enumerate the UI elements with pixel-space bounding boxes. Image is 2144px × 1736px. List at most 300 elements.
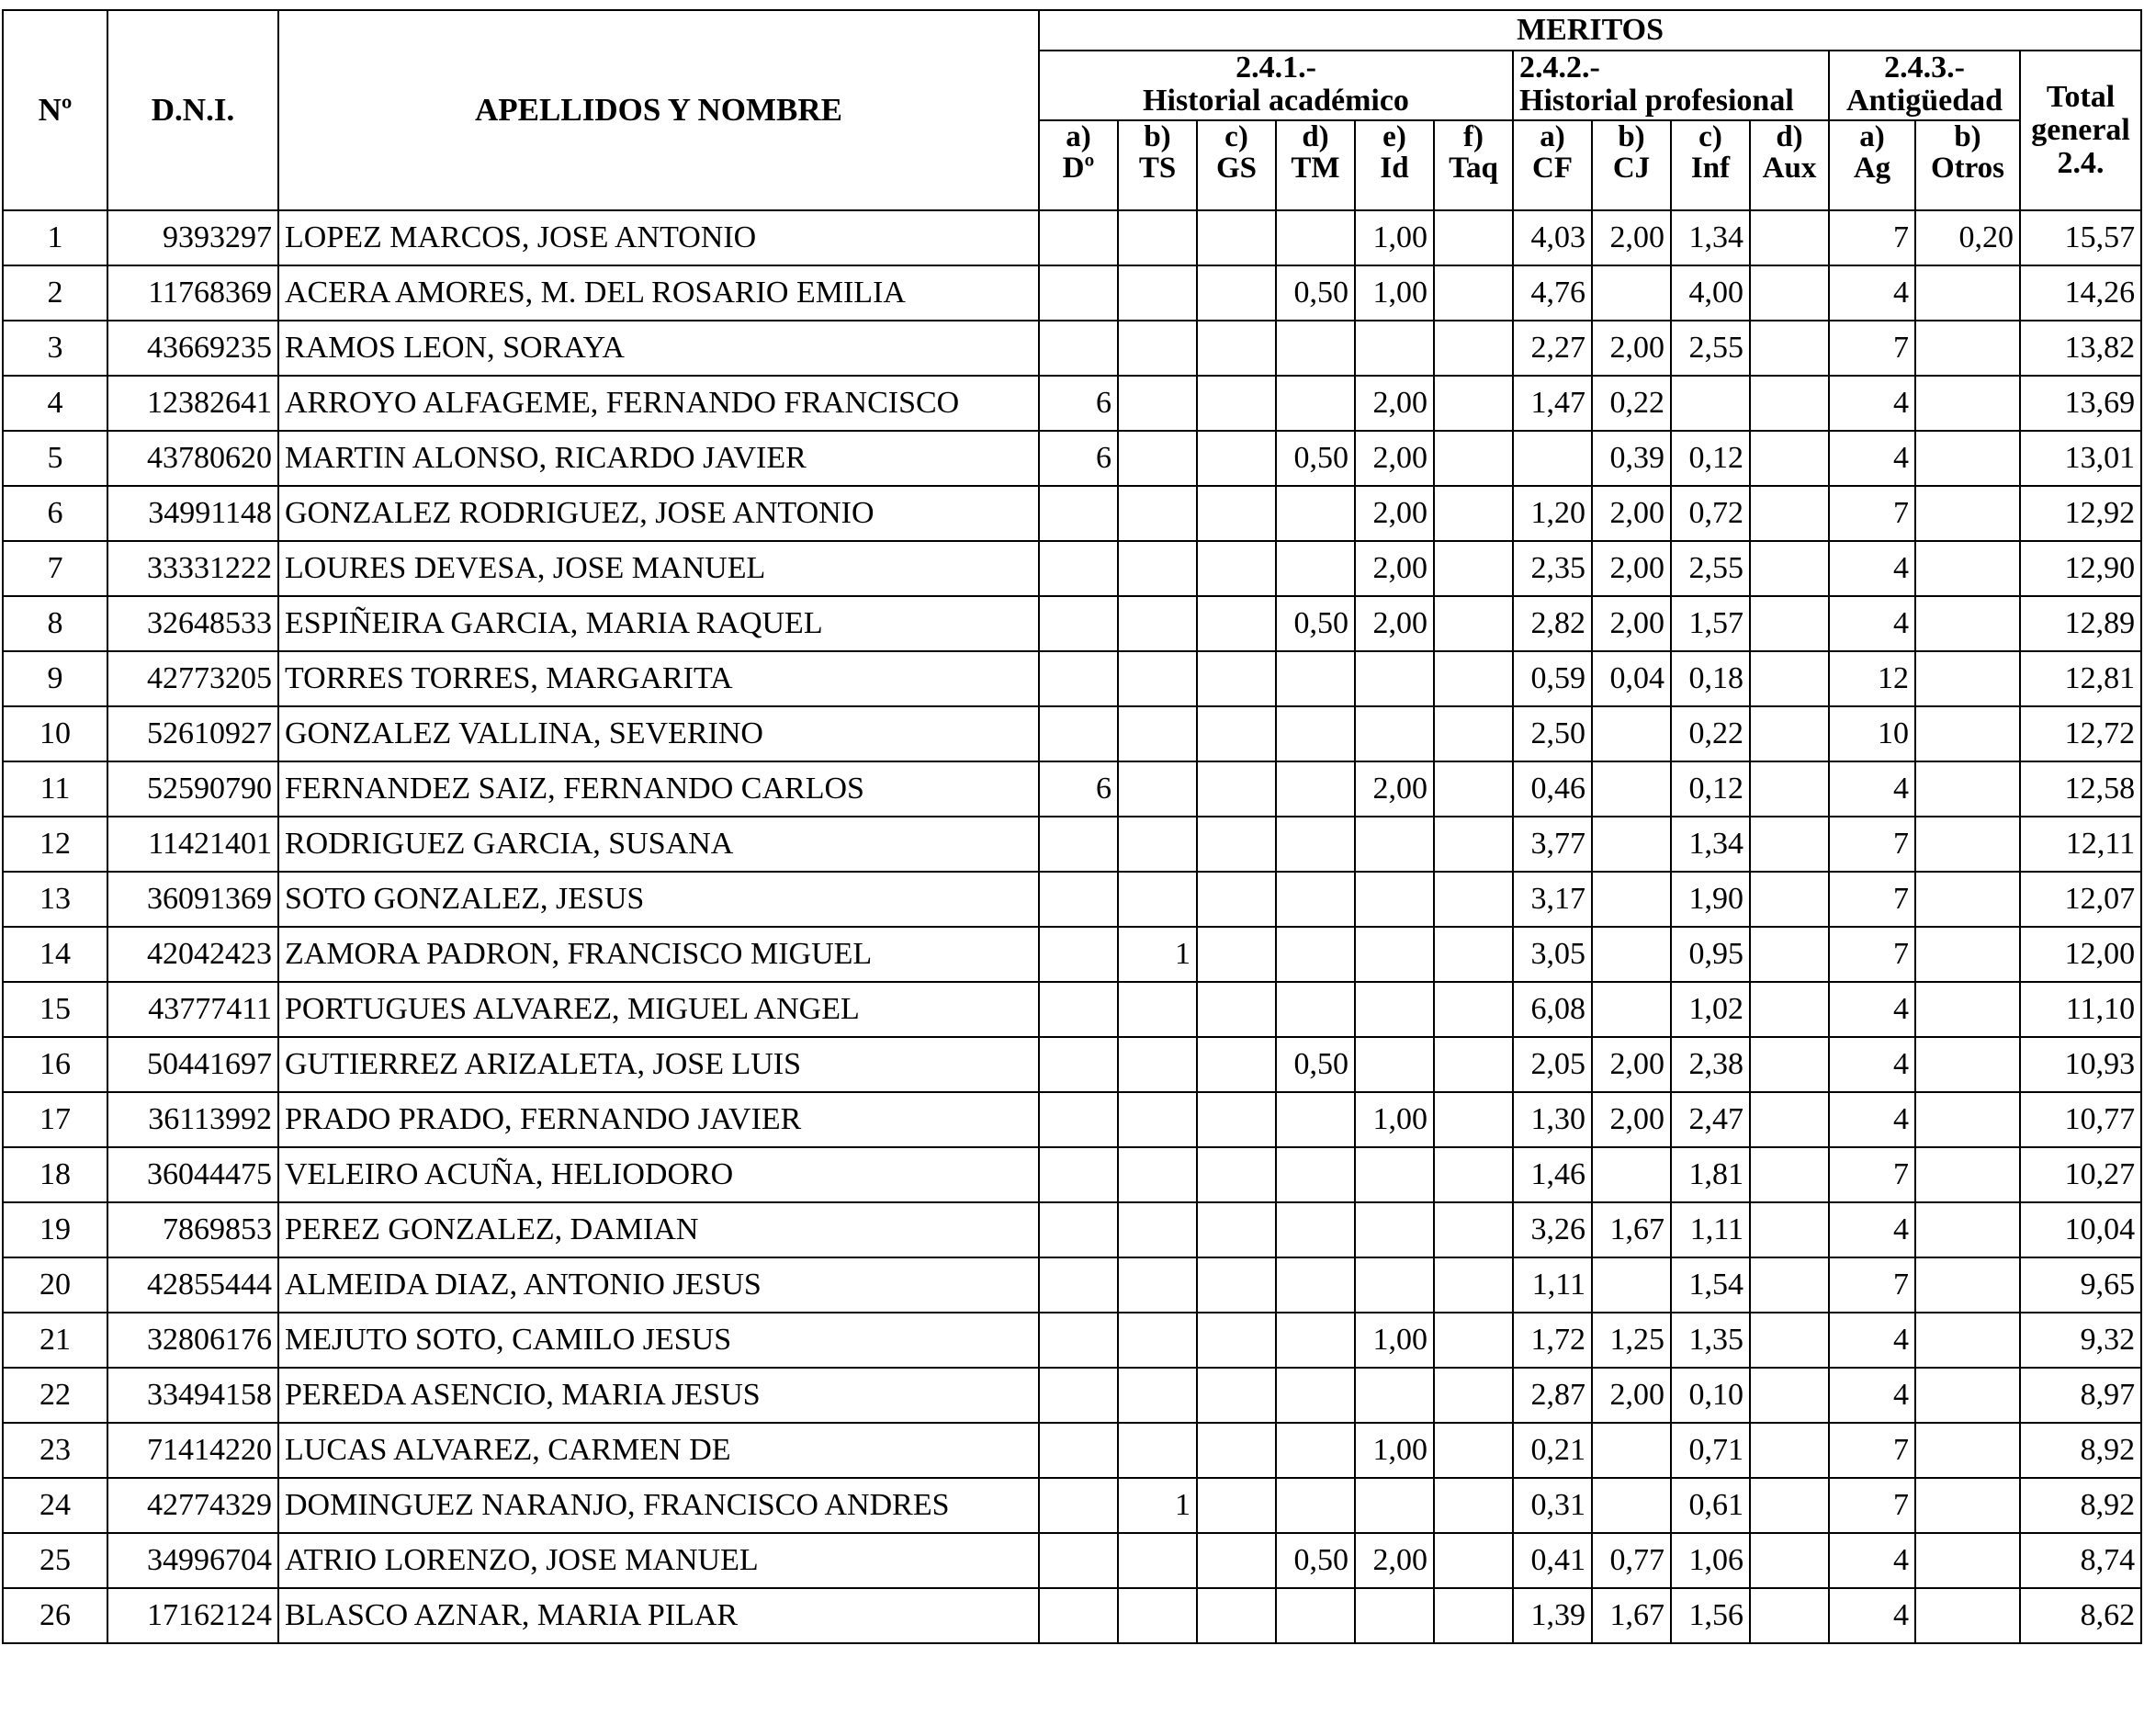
subheader-cell <box>1197 120 1276 210</box>
row-number-cell: 11 <box>3 761 107 817</box>
name-cell: ATRIO LORENZO, JOSE MANUEL <box>278 1533 1039 1588</box>
score-cell: 7 <box>1829 872 1915 927</box>
score-cell <box>1276 1202 1355 1257</box>
score-cell <box>1197 1478 1276 1533</box>
score-cell <box>1276 982 1355 1037</box>
name-cell: LOPEZ MARCOS, JOSE ANTONIO <box>278 210 1039 265</box>
subheader-cell <box>1276 120 1355 210</box>
score-cell <box>1118 486 1197 541</box>
score-cell <box>1197 431 1276 486</box>
score-cell <box>1592 817 1671 872</box>
row-number-cell: 24 <box>3 1478 107 1533</box>
score-cell <box>1039 1423 1118 1478</box>
row-number-cell: 3 <box>3 321 107 376</box>
score-cell <box>1118 431 1197 486</box>
score-cell <box>1197 265 1276 321</box>
score-cell: 1,34 <box>1671 817 1750 872</box>
score-cell: 4 <box>1829 982 1915 1037</box>
table-row <box>3 210 2141 265</box>
table-row <box>3 1533 2141 1588</box>
name-cell: ESPIÑEIRA GARCIA, MARIA RAQUEL <box>278 596 1039 651</box>
score-cell <box>1355 872 1434 927</box>
score-cell <box>1197 651 1276 706</box>
score-cell: 7 <box>1829 1478 1915 1533</box>
dni-cell: 17162124 <box>107 1588 278 1643</box>
score-cell <box>1434 431 1513 486</box>
total-cell: 8,92 <box>2020 1478 2141 1533</box>
score-cell: 1,00 <box>1355 1092 1434 1147</box>
score-cell: 7 <box>1829 817 1915 872</box>
table-row <box>3 1588 2141 1643</box>
score-cell: 7 <box>1829 1257 1915 1313</box>
total-cell: 15,57 <box>2020 210 2141 265</box>
score-cell: 2,35 <box>1513 541 1592 596</box>
score-cell <box>1118 1423 1197 1478</box>
score-cell: 7 <box>1829 486 1915 541</box>
score-cell: 4 <box>1829 1588 1915 1643</box>
score-cell <box>1276 1257 1355 1313</box>
score-cell: 0,41 <box>1513 1533 1592 1588</box>
score-cell <box>1915 431 2020 486</box>
subheader-letter: c) <box>1224 120 1248 153</box>
dni-cell: 36044475 <box>107 1147 278 1202</box>
subheader-cell <box>1829 120 1915 210</box>
group-professional-label: Historial profesional <box>1519 84 1794 118</box>
score-cell: 0,59 <box>1513 651 1592 706</box>
row-number-cell: 21 <box>3 1313 107 1368</box>
score-cell: 4 <box>1829 431 1915 486</box>
dni-cell: 34996704 <box>107 1533 278 1588</box>
score-cell: 1 <box>1118 927 1197 982</box>
total-cell: 10,77 <box>2020 1092 2141 1147</box>
score-cell: 2,00 <box>1355 486 1434 541</box>
name-cell: SOTO GONZALEZ, JESUS <box>278 872 1039 927</box>
row-number-cell: 18 <box>3 1147 107 1202</box>
score-cell: 1,20 <box>1513 486 1592 541</box>
score-cell <box>1434 596 1513 651</box>
total-cell: 12,81 <box>2020 651 2141 706</box>
row-number-cell: 7 <box>3 541 107 596</box>
name-cell: PEREZ GONZALEZ, DAMIAN <box>278 1202 1039 1257</box>
table-row <box>3 541 2141 596</box>
score-cell <box>1039 486 1118 541</box>
score-cell <box>1355 1368 1434 1423</box>
score-cell: 0,18 <box>1671 651 1750 706</box>
subheader-cell <box>1513 120 1592 210</box>
subheader-abbrev: CJ <box>1612 152 1651 185</box>
subheader-cell <box>1039 120 1118 210</box>
name-cell: ACERA AMORES, M. DEL ROSARIO EMILIA <box>278 265 1039 321</box>
total-cell: 9,32 <box>2020 1313 2141 1368</box>
total-cell: 8,97 <box>2020 1368 2141 1423</box>
group-professional-code: 2.4.2.- <box>1519 51 1600 85</box>
score-cell: 4 <box>1829 376 1915 431</box>
col-dni-header: D.N.I. <box>107 10 278 210</box>
score-cell <box>1915 1478 2020 1533</box>
score-cell: 7 <box>1829 210 1915 265</box>
score-cell: 2,00 <box>1592 1037 1671 1092</box>
score-cell: 0,50 <box>1276 265 1355 321</box>
score-cell <box>1915 486 2020 541</box>
score-cell <box>1750 927 1829 982</box>
score-cell <box>1355 927 1434 982</box>
score-cell <box>1276 706 1355 761</box>
score-cell <box>1915 761 2020 817</box>
name-cell: RODRIGUEZ GARCIA, SUSANA <box>278 817 1039 872</box>
score-cell: 0,95 <box>1671 927 1750 982</box>
dni-cell: 32806176 <box>107 1313 278 1368</box>
dni-cell: 9393297 <box>107 210 278 265</box>
name-cell: MARTIN ALONSO, RICARDO JAVIER <box>278 431 1039 486</box>
score-cell <box>1118 817 1197 872</box>
score-cell: 2,00 <box>1355 1533 1434 1588</box>
row-number-cell: 15 <box>3 982 107 1037</box>
score-cell <box>1039 1202 1118 1257</box>
score-cell: 4 <box>1829 1533 1915 1588</box>
score-cell <box>1276 486 1355 541</box>
row-number-cell: 25 <box>3 1533 107 1588</box>
score-cell <box>1434 541 1513 596</box>
score-cell <box>1355 1202 1434 1257</box>
score-cell <box>1434 1588 1513 1643</box>
score-cell <box>1750 376 1829 431</box>
dni-cell: 42855444 <box>107 1257 278 1313</box>
group-seniority-code: 2.4.3.- <box>1884 51 1965 85</box>
score-cell <box>1434 210 1513 265</box>
score-cell: 1,67 <box>1592 1202 1671 1257</box>
score-cell: 0,72 <box>1671 486 1750 541</box>
total-line3: 2.4. <box>2057 146 2105 180</box>
group-seniority-label: Antigüedad <box>1845 84 2003 118</box>
score-cell <box>1039 1478 1118 1533</box>
score-cell <box>1915 1313 2020 1368</box>
score-cell <box>1915 706 2020 761</box>
table-body <box>3 210 2141 1643</box>
score-cell <box>1434 1368 1513 1423</box>
dni-cell: 43669235 <box>107 321 278 376</box>
row-number-cell: 16 <box>3 1037 107 1092</box>
dni-cell: 36091369 <box>107 872 278 927</box>
score-cell: 4 <box>1829 1368 1915 1423</box>
score-cell <box>1276 1423 1355 1478</box>
score-cell <box>1197 210 1276 265</box>
score-cell: 1,11 <box>1513 1257 1592 1313</box>
score-cell <box>1039 651 1118 706</box>
total-line2: general <box>2031 113 2130 147</box>
name-cell: BLASCO AZNAR, MARIA PILAR <box>278 1588 1039 1643</box>
score-cell <box>1276 1147 1355 1202</box>
score-cell: 2,00 <box>1355 541 1434 596</box>
score-cell <box>1276 1313 1355 1368</box>
score-cell <box>1915 1092 2020 1147</box>
score-cell <box>1750 1588 1829 1643</box>
subheader-letter: c) <box>1698 120 1722 153</box>
dni-cell: 33494158 <box>107 1368 278 1423</box>
score-cell: 4 <box>1829 1313 1915 1368</box>
subheader-letter: b) <box>1144 120 1171 153</box>
score-cell <box>1750 1533 1829 1588</box>
score-cell <box>1434 1202 1513 1257</box>
dni-cell: 11421401 <box>107 817 278 872</box>
total-cell: 12,07 <box>2020 872 2141 927</box>
score-cell <box>1750 596 1829 651</box>
score-cell <box>1915 817 2020 872</box>
score-cell <box>1915 265 2020 321</box>
score-cell: 0,21 <box>1513 1423 1592 1478</box>
score-cell <box>1276 321 1355 376</box>
score-cell <box>1039 1313 1118 1368</box>
score-cell: 7 <box>1829 1147 1915 1202</box>
score-cell <box>1118 210 1197 265</box>
dni-cell: 52590790 <box>107 761 278 817</box>
score-cell <box>1750 1423 1829 1478</box>
score-cell <box>1118 1257 1197 1313</box>
total-cell: 13,82 <box>2020 321 2141 376</box>
score-cell <box>1592 706 1671 761</box>
score-cell <box>1915 321 2020 376</box>
table-row <box>3 265 2141 321</box>
score-cell <box>1750 1478 1829 1533</box>
subheader-letter: a) <box>1066 120 1091 153</box>
score-cell: 1,57 <box>1671 596 1750 651</box>
score-cell: 3,77 <box>1513 817 1592 872</box>
score-cell: 6 <box>1039 431 1118 486</box>
score-cell: 0,10 <box>1671 1368 1750 1423</box>
score-cell <box>1434 1313 1513 1368</box>
total-cell: 12,89 <box>2020 596 2141 651</box>
table-row <box>3 1202 2141 1257</box>
score-cell <box>1197 321 1276 376</box>
total-cell: 14,26 <box>2020 265 2141 321</box>
score-cell: 2,05 <box>1513 1037 1592 1092</box>
table-row <box>3 817 2141 872</box>
name-cell: GUTIERREZ ARIZALETA, JOSE LUIS <box>278 1037 1039 1092</box>
score-cell <box>1039 1037 1118 1092</box>
score-cell <box>1750 1313 1829 1368</box>
score-cell: 0,46 <box>1513 761 1592 817</box>
score-cell <box>1434 1257 1513 1313</box>
score-cell: 0,39 <box>1592 431 1671 486</box>
score-cell <box>1276 927 1355 982</box>
score-cell <box>1197 541 1276 596</box>
subheader-letter: b) <box>1618 120 1645 153</box>
score-cell: 2,00 <box>1355 431 1434 486</box>
subheader-abbrev: Otros <box>1930 152 2005 185</box>
total-cell: 10,04 <box>2020 1202 2141 1257</box>
score-cell <box>1915 1423 2020 1478</box>
score-cell <box>1915 927 2020 982</box>
table-row <box>3 1257 2141 1313</box>
name-cell: LOURES DEVESA, JOSE MANUEL <box>278 541 1039 596</box>
score-cell <box>1039 1533 1118 1588</box>
score-cell <box>1750 761 1829 817</box>
score-cell <box>1434 1147 1513 1202</box>
name-cell: ZAMORA PADRON, FRANCISCO MIGUEL <box>278 927 1039 982</box>
score-cell: 4,76 <box>1513 265 1592 321</box>
score-cell: 2,00 <box>1355 376 1434 431</box>
score-cell: 4 <box>1829 1092 1915 1147</box>
score-cell: 0,50 <box>1276 1037 1355 1092</box>
row-number-cell: 5 <box>3 431 107 486</box>
score-cell: 1,06 <box>1671 1533 1750 1588</box>
score-cell: 0,50 <box>1276 431 1355 486</box>
subheader-letter: e) <box>1382 120 1406 153</box>
name-cell: ALMEIDA DIAZ, ANTONIO JESUS <box>278 1257 1039 1313</box>
score-cell <box>1276 1368 1355 1423</box>
subheader-letter: f) <box>1463 120 1484 153</box>
dni-cell: 43780620 <box>107 431 278 486</box>
score-cell <box>1592 927 1671 982</box>
score-cell: 1,30 <box>1513 1092 1592 1147</box>
score-cell <box>1434 376 1513 431</box>
score-cell <box>1750 982 1829 1037</box>
subheader-cell <box>1434 120 1513 210</box>
subheader-letter: d) <box>1776 120 1803 153</box>
score-cell: 3,17 <box>1513 872 1592 927</box>
score-cell: 0,50 <box>1276 596 1355 651</box>
col-name-header: APELLIDOS Y NOMBRE <box>278 10 1039 210</box>
score-cell <box>1039 321 1118 376</box>
name-cell: TORRES TORRES, MARGARITA <box>278 651 1039 706</box>
score-cell <box>1434 265 1513 321</box>
score-cell <box>1750 1092 1829 1147</box>
score-cell: 2,47 <box>1671 1092 1750 1147</box>
subheader-cell <box>1671 120 1750 210</box>
score-cell <box>1197 1202 1276 1257</box>
score-cell <box>1197 872 1276 927</box>
score-cell <box>1276 541 1355 596</box>
total-header <box>2020 51 2141 210</box>
score-cell <box>1197 1533 1276 1588</box>
score-cell <box>1118 1533 1197 1588</box>
score-cell: 0,77 <box>1592 1533 1671 1588</box>
score-cell: 3,26 <box>1513 1202 1592 1257</box>
score-cell: 2,00 <box>1592 541 1671 596</box>
score-cell <box>1118 1588 1197 1643</box>
score-cell: 2,00 <box>1355 596 1434 651</box>
score-cell <box>1915 596 2020 651</box>
dni-cell: 36113992 <box>107 1092 278 1147</box>
score-cell: 1,00 <box>1355 210 1434 265</box>
score-cell: 1,35 <box>1671 1313 1750 1368</box>
dni-cell: 42774329 <box>107 1478 278 1533</box>
score-cell <box>1915 1257 2020 1313</box>
score-cell <box>1434 1533 1513 1588</box>
score-cell <box>1750 651 1829 706</box>
score-cell: 0,31 <box>1513 1478 1592 1533</box>
score-cell <box>1355 1147 1434 1202</box>
score-cell: 2,00 <box>1592 486 1671 541</box>
score-cell: 0,22 <box>1592 376 1671 431</box>
score-cell: 4 <box>1829 761 1915 817</box>
row-number-cell: 14 <box>3 927 107 982</box>
subheader-abbrev: Id <box>1380 152 1409 185</box>
score-cell <box>1197 1147 1276 1202</box>
score-cell <box>1915 982 2020 1037</box>
subheader-abbrev: Dº <box>1062 152 1095 185</box>
score-cell <box>1118 541 1197 596</box>
score-cell <box>1750 321 1829 376</box>
score-cell: 7 <box>1829 321 1915 376</box>
dni-cell: 50441697 <box>107 1037 278 1092</box>
score-cell: 0,20 <box>1915 210 2020 265</box>
total-cell: 12,00 <box>2020 927 2141 982</box>
score-cell <box>1276 761 1355 817</box>
row-number-cell: 1 <box>3 210 107 265</box>
row-number-cell: 13 <box>3 872 107 927</box>
score-cell <box>1276 872 1355 927</box>
score-cell <box>1592 982 1671 1037</box>
score-cell <box>1039 706 1118 761</box>
score-cell <box>1915 1368 2020 1423</box>
row-number-cell: 10 <box>3 706 107 761</box>
score-cell: 1,00 <box>1355 1313 1434 1368</box>
score-cell <box>1118 596 1197 651</box>
score-cell: 1,47 <box>1513 376 1592 431</box>
score-cell <box>1039 927 1118 982</box>
total-cell: 10,27 <box>2020 1147 2141 1202</box>
score-cell <box>1592 1478 1671 1533</box>
group-academic-header <box>1039 51 1513 120</box>
score-cell <box>1434 706 1513 761</box>
table-row <box>3 761 2141 817</box>
score-cell <box>1434 1478 1513 1533</box>
subheader-abbrev: TM <box>1291 152 1340 185</box>
score-cell: 2,00 <box>1592 210 1671 265</box>
table-row <box>3 431 2141 486</box>
subheader-cell <box>1118 120 1197 210</box>
total-cell: 13,69 <box>2020 376 2141 431</box>
name-cell: PEREDA ASENCIO, MARIA JESUS <box>278 1368 1039 1423</box>
total-cell: 11,10 <box>2020 982 2141 1037</box>
score-cell <box>1355 817 1434 872</box>
score-cell: 2,82 <box>1513 596 1592 651</box>
total-cell: 10,93 <box>2020 1037 2141 1092</box>
subheader-letter: d) <box>1302 120 1329 153</box>
score-cell <box>1434 651 1513 706</box>
score-cell <box>1118 376 1197 431</box>
name-cell: PRADO PRADO, FERNANDO JAVIER <box>278 1092 1039 1147</box>
score-cell <box>1750 872 1829 927</box>
score-cell <box>1118 1202 1197 1257</box>
score-cell: 1,46 <box>1513 1147 1592 1202</box>
name-cell: FERNANDEZ SAIZ, FERNANDO CARLOS <box>278 761 1039 817</box>
group-seniority-header <box>1829 51 2020 120</box>
score-cell <box>1276 1092 1355 1147</box>
score-cell: 1,81 <box>1671 1147 1750 1202</box>
score-cell <box>1118 321 1197 376</box>
score-cell <box>1197 1423 1276 1478</box>
name-cell: VELEIRO ACUÑA, HELIODORO <box>278 1147 1039 1202</box>
merits-header: MERITOS <box>1039 10 2141 51</box>
score-cell: 0,12 <box>1671 761 1750 817</box>
score-cell: 2,55 <box>1671 541 1750 596</box>
subheader-letter: b) <box>1954 120 1981 153</box>
score-cell: 7 <box>1829 927 1915 982</box>
score-cell <box>1915 1588 2020 1643</box>
score-cell <box>1750 1257 1829 1313</box>
dni-cell: 11768369 <box>107 265 278 321</box>
name-cell: GONZALEZ VALLINA, SEVERINO <box>278 706 1039 761</box>
table-row <box>3 706 2141 761</box>
score-cell: 4,00 <box>1671 265 1750 321</box>
score-cell <box>1197 817 1276 872</box>
score-cell: 1,54 <box>1671 1257 1750 1313</box>
score-cell <box>1915 1037 2020 1092</box>
subheader-abbrev: Aux <box>1762 152 1817 185</box>
row-number-cell: 17 <box>3 1092 107 1147</box>
subheader-abbrev: TS <box>1138 152 1177 185</box>
